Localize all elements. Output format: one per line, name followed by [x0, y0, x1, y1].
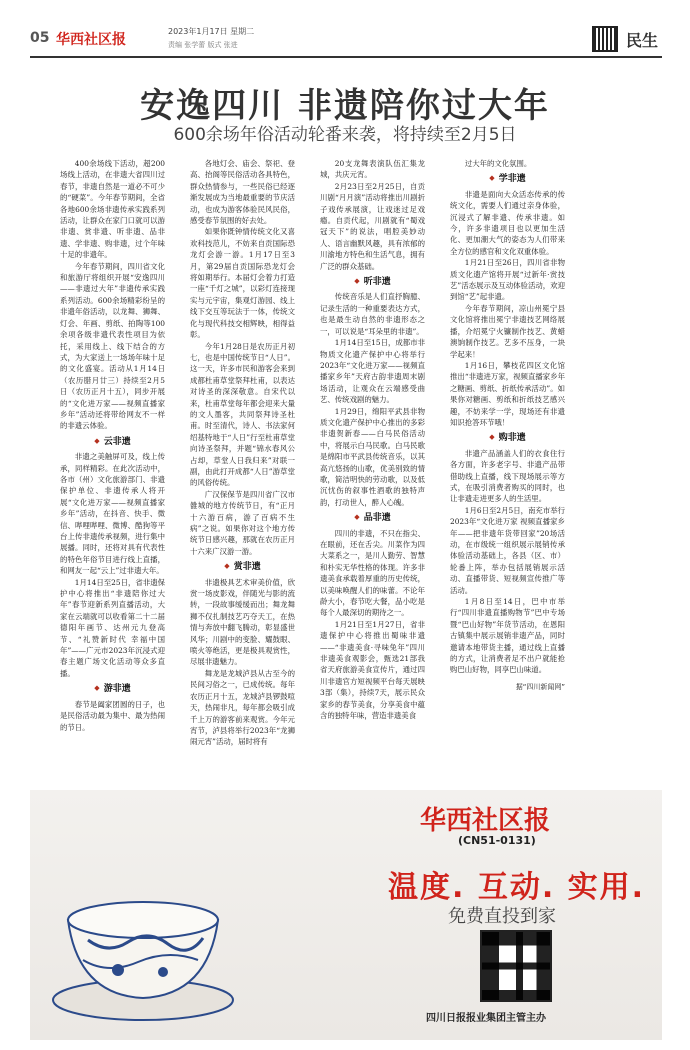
paragraph: 1月14日至15日，成都市非物质文化遗产保护中心将举行2023年“文化进万家——视频直播家乡年”天府古韵非遗周末剧场活动，让观众在云端感受曲艺、传统戏剧的魅力。: [320, 338, 425, 405]
paragraph: 如果你既钟情传统文化又喜欢科技范儿，不妨来自贡国际恐龙灯会游一游。1月17日至3月，第29届自贡国际恐龙灯会将如期举行。本届灯会着力打造一座“千灯之城”，以彩灯连接现实与元宇宙，集观灯游园、线上线下交互等玩法于一体，传统文化与现代科技交相辉映，相得益彰。: [190, 227, 295, 340]
porcelain-teacup-icon: [48, 860, 238, 1025]
header-divider: [30, 56, 662, 58]
page-header: [30, 22, 662, 58]
paragraph: 非遗产品涵盖人们的衣食住行各方面，许多老字号、非遗产品带借助线上直播，线下现场展示等方式，在吸引消费者购买的同时，也让非遗走进更多人的生活里。: [450, 448, 565, 504]
paragraph: 400余场线下活动，超200场线上活动，在非遗大省四川过春节，非遗自然是一道必不可少的“硬菜”。今年春节期间，全省各地600余场非遗传承实践系列活动，让群众在家门口就可以游非遗、赏非遗、听非遗、品非遗、学非遗、购非遗，过个年味十足的非遗年。: [60, 159, 165, 260]
article-subtitle: 600余场年俗活动轮番来袭，将持续至2月5日: [173, 125, 517, 145]
ad-slogan: 温度. 互动. 实用.: [388, 870, 646, 905]
section-heading-buy: ◆ 购非遗: [450, 432, 565, 444]
paragraph: 2月23日至2月25日，自贡川剧“月月演”活动将推出川剧折子戏传承展演，让戏迷过足戏瘾。自贡代起，川剧就有“蜀戏冠天下”的说法，唱腔美妙动人、语言幽默风趣，具有浓郁的川渝地方特色和生活气息，拥有广泛的群众基础。: [320, 181, 425, 271]
paragraph: 舞龙是龙城泸县从古至今的民间习俗之一，已成传统。每年农历正月十五，龙城泸县锣鼓喧天，热闹非凡，每年都会吸引成千上万的游客前来观赏。今年元宵节，泸县将举行2023年“龙狮闹元宵”活动，届时将有: [190, 668, 295, 747]
paragraph: 非遗极具艺术审美价值，欣赏一场皮影戏，伴随光与影的流转，一段故事缓缓而出；舞龙舞狮不仅扎制技艺巧夺天工，在热情与奔放中翻飞腾动，彰显盛世风华；川剧中的变脸、耀鼓眼、喷火等绝活，更是极具观赏性，尽展非遗魅力。: [190, 577, 295, 667]
section-name: 民生: [625, 31, 658, 50]
publication-code: (CN51-0131): [458, 834, 536, 847]
paragraph: 四川的非遗，不只在指尖、在眼前，还在舌尖。川菜作为四大菜系之一，是川人勤劳、智慧和朴实无华性格的体现。许多非遗美食承载着厚重的历史传统，以美味唤醒人们的味蕾。不论年龄大小，春节吃大餐，品小吃是每个人最深切的期待之一。: [320, 528, 425, 618]
issue-date: 2023年1月17日 星期二: [168, 27, 255, 36]
qr-code-icon: [592, 26, 618, 52]
section-heading-learn: ◆ 学非遗: [450, 173, 565, 185]
section-heading-tour: ◆ 游非遗: [60, 683, 165, 695]
paragraph: 1月29日，绵阳平武县非物质文化遗产保护中心推出的多彩非遗贺新春——白马民俗活动中，将展示白马民歌。白马民歌是绵阳市平武县传统音乐，以其高亢悠扬的山歌，优美别致的情歌，简洁明快的劳动歌，以及低沉忧伤的叙事性酒歌的独特声韵，打动世人，醉人心魄。: [320, 406, 425, 507]
advertisement: [30, 790, 662, 1040]
editor-credits: 责编 张学蕾 版式 张进: [168, 41, 238, 49]
paragraph: 1月16日，攀枝花四区文化馆推出“非遗进万家，视频直播家乡年之糖画、剪纸、折纸传承活动”。如果你对糖画、剪纸和折纸技艺感兴趣，不妨来学一学，现场还有非遗知识抢答环节哦！: [450, 360, 565, 427]
paragraph: 1月14日至25日，省非遗保护中心将推出“非遗陪你过大年”春节迎新系列直播活动，大家在云端就可以收看第二十二届德阳年画节、达州元九登高节、“礼赞新时代 幸福中国年”——广元市2023年沉浸式迎春主题广场文化活动等众多直播。: [60, 577, 165, 678]
paragraph: 非遗之美触屏可及，线上传承，同样精彩。在此次活动中，各市（州）文化旅游部门、非遗保护单位、非遗传承人将开展“文化进万家——视频直播家乡年”活动，在抖音、快手、微信、哔哩哔哩、微博、酷狗等平台上传非遗传承视频，进行集中展播。同时，还将对具有代表性的特色年俗节目进行线上直播，和网友一起“云上”过非遗大年。: [60, 452, 165, 576]
paragraph: 今年1月28日是农历正月初七，也是中国传统节日“人日”。这一天，许多市民和游客会来到成都杜甫草堂祭拜杜甫，以表达对诗圣的深深敬意。自宋代以来，杜甫草堂每年都会迎来大量的文人墨客，共同祭拜诗圣杜甫。时至清代，诗人、书法家何绍基特地于“人日”行至杜甫草堂向诗圣祭拜，并题“锦水春风公占却，草堂人日我归来”对联一副，由此打开成都“人日”游草堂的风俗传统。: [190, 341, 295, 488]
paragraph: 1月6日至2月5日，南充市举行2023年“文化进万家 视频直播家乡年——把非遗年货带回家”20场活动，在市级统一组织展示展销传承体验活动基础上，各县（区、市）轮番上阵，举办包括展销展示活动、直播带货、短视频宣传推广等活动。: [450, 505, 565, 595]
paragraph: 非遗是面向大众活态传承的传统文化，需要人们通过亲身体验，沉浸式了解非遗、传承非遗。如今，许多非遗项目也以更加生活化、更加潮大气的姿态为人们带来全方位的感官和文化双重体验。: [450, 189, 565, 256]
section-heading-cloud: ◆ 云非遗: [60, 436, 165, 448]
paragraph: 20支龙舞表演队伍汇集龙城，共庆元宵。: [320, 159, 425, 180]
publisher: 四川日报报业集团主管主办: [426, 1013, 546, 1024]
column-3: [320, 158, 425, 788]
article-body: [60, 158, 645, 788]
paragraph: 广汉保保节是四川省广汉市雒城的地方传统节日，有“正月十六游百病，游了百病不生病”之说。如果你对这个地方传统节日感兴趣，那就在农历正月十六来广汉游一游。: [190, 489, 295, 556]
paragraph: 今年春节期间，凉山州冕宁县文化馆将推出冕宁非遗技艺网络展播，介绍冕宁火镰制作技艺、黄蜡澳饷制作技艺。艺多不压身，一块学起来！: [450, 303, 565, 359]
column-4: [450, 158, 565, 788]
ad-tagline: 免费直投到家: [448, 906, 556, 927]
page-number: 05: [30, 30, 50, 46]
ad-logo: 华西社区报: [420, 806, 551, 836]
paragraph: 1月21日至26日，四川省非物质文化遗产馆将开展“过新年·赏技艺”活态展示及互动体验活动，欢迎到馆“艺”起非遗。: [450, 258, 565, 302]
section-heading-taste: ◆ 品非遗: [320, 512, 425, 524]
column-2: [190, 158, 295, 788]
section-heading-listen: ◆ 听非遗: [320, 276, 425, 288]
column-1: [60, 158, 165, 788]
source-credit: 据“四川新闻网”: [515, 682, 565, 691]
qr-code-icon[interactable]: [480, 930, 552, 1002]
paragraph: 传统音乐是人们直抒胸臆、记录生活的一种重要表达方式，也是最生动自然的非遗形态之一，可以说是“耳朵里的非遗”。: [320, 292, 425, 336]
paragraph: 过大年的文化氛围。: [464, 159, 532, 168]
paragraph: 各地灯会、庙会、祭祀、登高、抬阁等民俗活动各具特色，群众热情参与，一些民俗已经逐渐发展成为当地最重要的节庆活动，也成为游客体验民风民俗，感受春节氛围的好去处。: [190, 159, 295, 226]
paragraph: 1月8日至14日，巴中市举行“四川非遗直播购物节”巴中专场暨“巴山好物”年货节活动，在恩阳古镇集中展示展销非遗产品，同时邀请本地带货主播，通过线上直播的方式，让消费者足不出户就能抢购巴山好物，同享巴山味道。: [450, 597, 565, 675]
newspaper-brand: 华西社区报: [56, 32, 126, 48]
section-heading-appreciate: ◆ 赏非遗: [190, 561, 295, 573]
paragraph: 春节是阖家团圆的日子，也是民俗活动最为集中、最为热闹的节日。: [60, 699, 165, 732]
paragraph: 今年春节期间，四川省文化和旅游厅将组织开展“安逸四川——非遗过大年”非遗传承实践系列活动。600余场精彩纷呈的非遗年俗活动，以龙舞、狮舞、灯会、年画、剪纸、拍陶等100余项各级非遗代表性项目为依托，采用线上、线下结合的方式，为大家送上一场场年味十足的文化盛宴。活动从1月14日（农历腊月廿三）持续至2月5日（农历正月十五），同步开展的“文化进万家——视频直播家乡年”活动还将带给网友不一样的非遗云体验。: [60, 261, 165, 431]
paragraph: 1月21日至1月27日，省非遗保护中心将推出蜀味非遗——“非遗美食·寻味兔年”四川非遗美食观影会，甄选21部我省天府旅游美食宣传片，通过四川非遗官方短视频平台每天展映3部（集），持续7天，展示民众家乡的春节美食，分享美食中蕴含的独特年味，营造非遗美食: [320, 619, 425, 721]
article-title: 安逸四川 非遗陪你过大年: [140, 86, 550, 126]
